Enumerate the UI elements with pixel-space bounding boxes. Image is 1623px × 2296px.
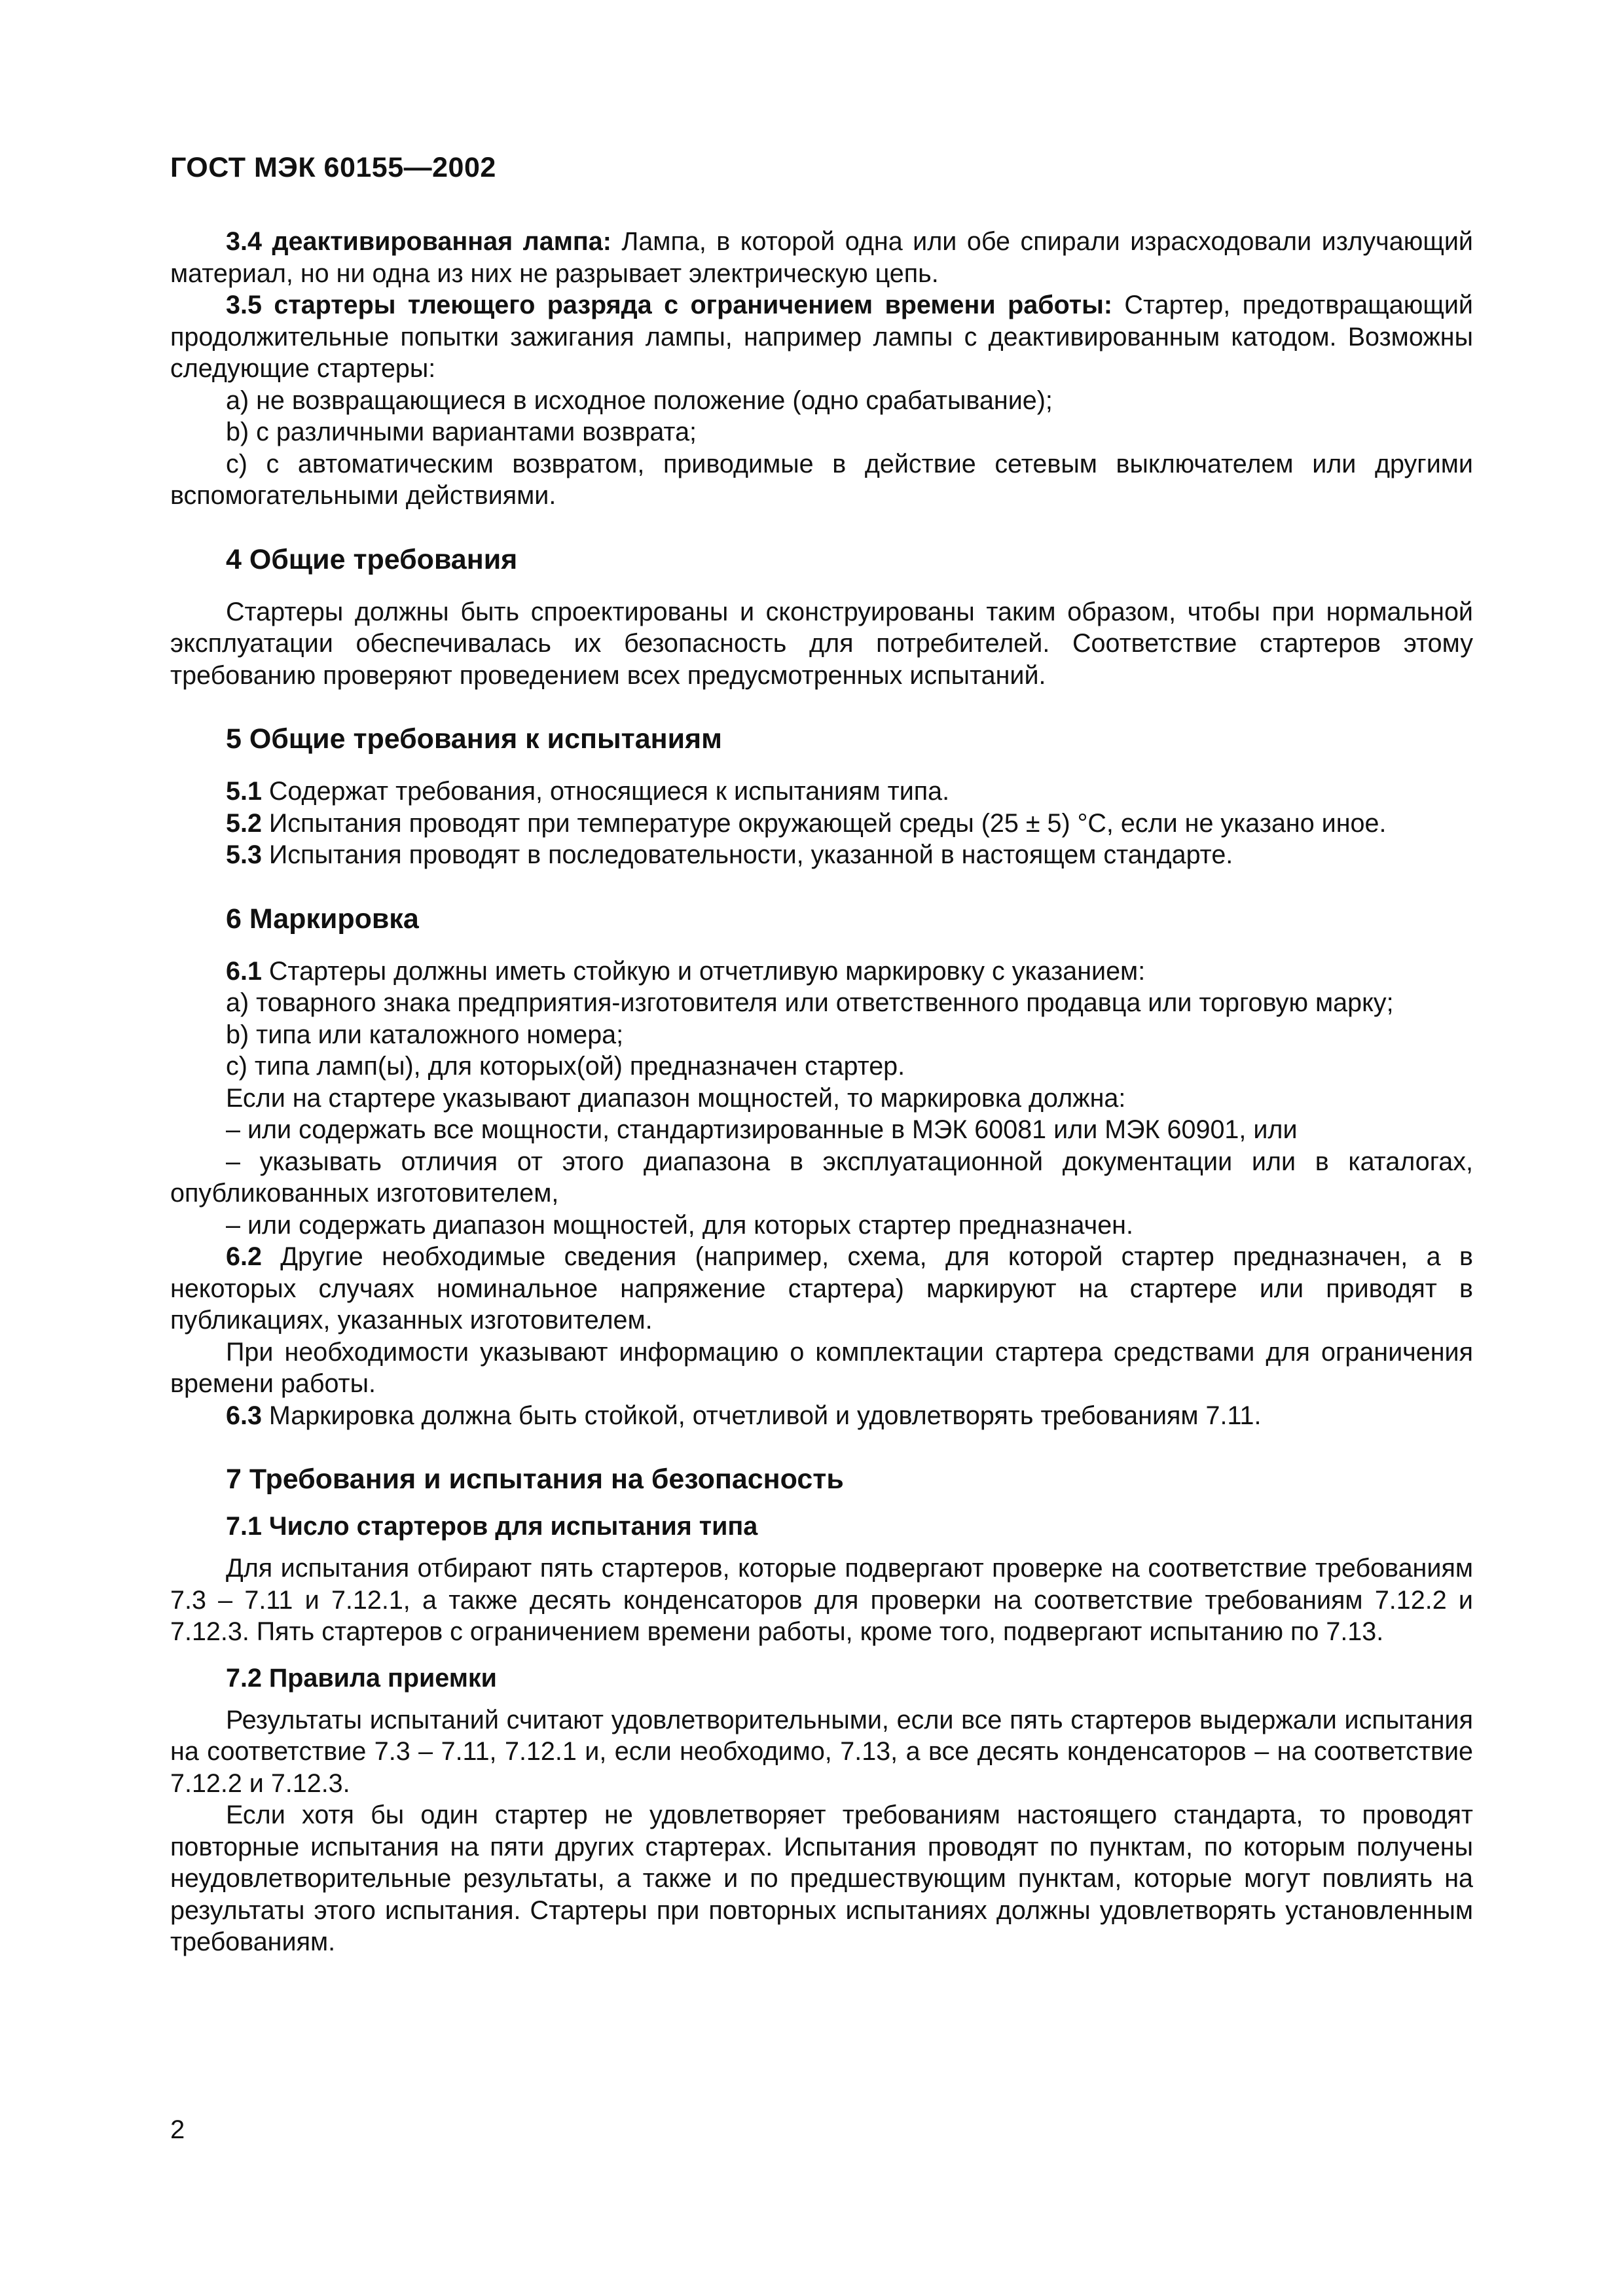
paragraph: Если хотя бы один стартер не удовлетворяет требованиям настоящего стандарта, то проводят повторные испытания на пяти других стартерах. Испытания проводят по пунктам, по которым получены неудовлетворительные результаты, а также и по предшествующим пунктам, которые могут повлиять на результаты этого испытания. Стартеры при повторных испытаниях должны удовлетворять установленным требованиям. (170, 1801, 1473, 1956)
dash-item: – указывать отличия от этого диапазона в эксплуатационной документации или в каталогах, опубликованных изготовителем, (170, 1147, 1473, 1208)
term-3-4 (170, 226, 1473, 289)
clause-text: Содержат требования, относящиеся к испытаниям типа. (261, 777, 950, 806)
subsection-7-1-text: Для испытания отбирают пять стартеров, которые подвергают проверке на соответствие требованиям 7.3 – 7.11 и 7.12.1, а также десять конденсаторов для проверки на соответствие требованиям 7.12.2 и 7.12.3. Пять стартеров с ограничением времени работы, кроме того, подвергают испытанию по 7.13. (170, 1554, 1473, 1646)
clause-number: 6.3 (226, 1401, 262, 1430)
clause-5-2 (170, 808, 1473, 840)
section-5-heading: 5 Общие требования к испытаниям (226, 723, 722, 755)
clause-6-2 (170, 1241, 1473, 1336)
clause-text: Маркировка должна быть стойкой, отчетливой и удовлетворять требованиям 7.11. (261, 1401, 1262, 1430)
term-definition: Лампа, в которой одна или обе спирали израсходовали излучающий материал, но ни одна из них не разрывает электрическую цепь. (170, 227, 1473, 288)
section-7-heading: 7 Требования и испытания на безопасность (226, 1463, 844, 1495)
dash-item: – или содержать все мощности, стандартизированные в МЭК 60081 или МЭК 60901, или (226, 1115, 1298, 1144)
section-6-heading: 6 Маркировка (226, 903, 419, 935)
clause-5-1 (170, 776, 1473, 808)
clause-6-1 (170, 956, 1473, 988)
clause-number: 5.1 (226, 777, 262, 806)
clause-number: 6.1 (226, 956, 262, 986)
subsection-7-1-heading: 7.1 Число стартеров для испытания типа (226, 1512, 758, 1541)
list-item: b) с различными вариантами возврата; (226, 418, 697, 446)
term-number: 3.5 (226, 291, 262, 319)
term-number: 3.4 (226, 227, 262, 256)
section-4-text: Стартеры должны быть спроектированы и сконструированы таким образом, чтобы при нормальной эксплуатации обеспечивалась их безопасность для потребителей. Соответствие стартеров этому требованию проверяют проведением всех предусмотренных испытаний. (170, 597, 1473, 690)
term-definition: Стартер, предотвращающий продолжительные попытки зажигания лампы, например лампы с деактивированным катодом. Возможны следующие стартеры: (170, 291, 1473, 383)
term-name: стартеры тлеющего разряда с ограничением времени работы: (274, 291, 1112, 319)
list-item: c) типа ламп(ы), для которых(ой) предназначен стартер. (226, 1052, 905, 1081)
list-item: b) типа или каталожного номера; (226, 1020, 624, 1049)
page-number: 2 (170, 2115, 185, 2144)
list-item: a) товарного знака предприятия-изготовителя или ответственного продавца или торговую марку; (226, 988, 1394, 1017)
clause-text: Стартеры должны иметь стойкую и отчетливую маркировку с указанием: (261, 956, 1146, 986)
clause-number: 5.3 (226, 840, 262, 869)
document-header: ГОСТ МЭК 60155—2002 (170, 152, 496, 183)
list-item: a) не возвращающиеся в исходное положение (одно срабатывание); (226, 386, 1053, 415)
clause-text: Другие необходимые сведения (например, схема, для которой стартер предназначен, а в некоторых случаях номинальное напряжение стартера) маркируют на стартере или приводят в публикациях, указанных изготовителем. (170, 1242, 1473, 1335)
section-4-heading: 4 Общие требования (226, 543, 518, 575)
document-body (170, 226, 1473, 1958)
term-name: деактивированная лампа: (272, 227, 611, 256)
clause-6-3 (170, 1400, 1473, 1432)
subsection-7-2-heading: 7.2 Правила приемки (226, 1663, 497, 1693)
dash-item: – или содержать диапазон мощностей, для которых стартер предназначен. (226, 1210, 1133, 1240)
paragraph: При необходимости указывают информацию о комплектации стартера средствами для ограничения времени работы. (170, 1337, 1473, 1398)
clause-5-3 (170, 839, 1473, 871)
paragraph: Результаты испытаний считают удовлетворительными, если все пять стартеров выдержали испытания на соответствие 7.3 – 7.11, 7.12.1 и, если необходимо, 7.13, а все десять конденсаторов – на соответствие 7.12.2 и 7.12.3. (170, 1705, 1473, 1798)
clause-text: Испытания проводят при температуре окружающей среды (25 ± 5) °С, если не указано иное. (261, 808, 1387, 838)
clause-text: Испытания проводят в последовательности, указанной в настоящем стандарте. (261, 840, 1233, 869)
list-item: c) с автоматическим возвратом, приводимые в действие сетевым выключателем или другими вспомогательными действиями. (170, 449, 1473, 510)
clause-number: 6.2 (226, 1242, 262, 1271)
term-3-5 (170, 289, 1473, 385)
paragraph: Если на стартере указывают диапазон мощностей, то маркировка должна: (226, 1083, 1126, 1113)
clause-number: 5.2 (226, 808, 262, 838)
